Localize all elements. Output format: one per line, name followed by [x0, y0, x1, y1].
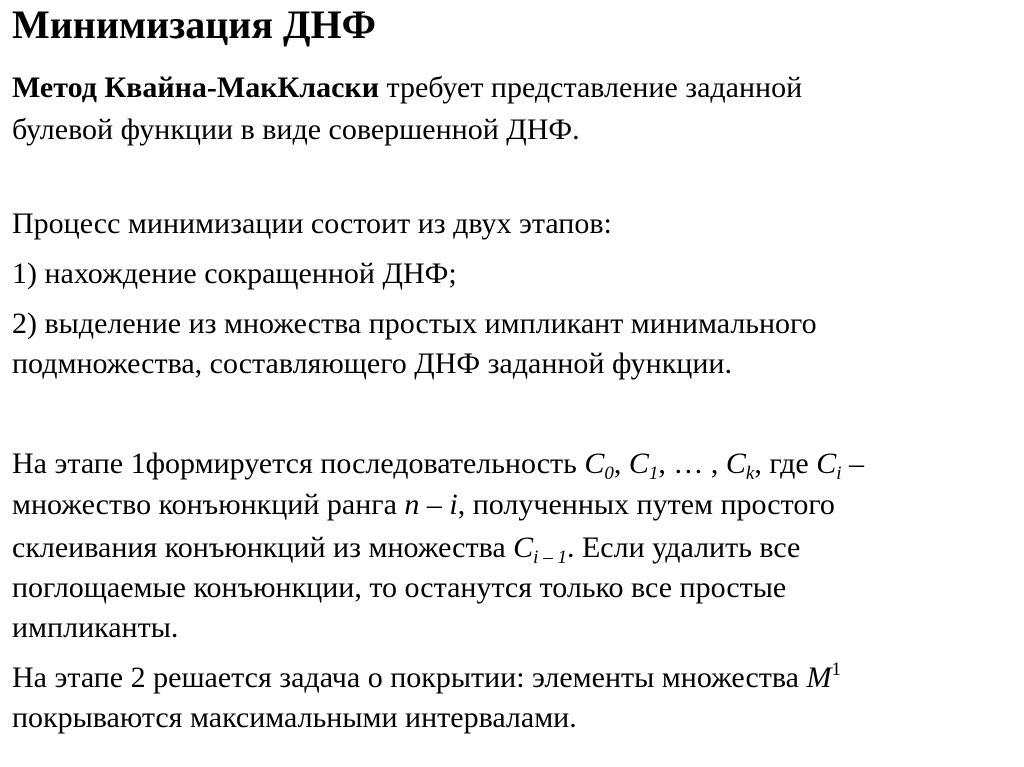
set-c1: $C_1$	[628, 447, 659, 484]
process-step-2-line-2: подмножества, составляющего ДНФ заданной функции.	[12, 347, 732, 380]
stage1-line-5: импликанты.	[12, 611, 179, 644]
dash: –	[841, 447, 865, 480]
stage2-line-2: покрываются максимальными интервалами.	[12, 701, 577, 734]
set-m: M	[806, 661, 832, 694]
slide-title: Минимизация ДНФ	[12, 2, 376, 47]
remove-text: . Если удалить все	[566, 531, 801, 564]
var-n: n	[404, 488, 420, 521]
process-heading: Процесс минимизации состоит из двух этапов:	[12, 207, 612, 240]
var-i: i	[449, 488, 458, 521]
method-intro-line-2: булевой функции в виде совершенной ДНФ.	[12, 113, 580, 146]
rank-text: множество конъюнкций ранга	[12, 488, 405, 521]
ellipsis: , … ,	[658, 447, 726, 480]
set-ck: $C_k$	[725, 447, 755, 484]
set-ci: $C_i$	[816, 447, 842, 484]
set-c0: $C_0$	[584, 447, 614, 484]
process-step-1: 1) нахождение сокращенной ДНФ;	[12, 257, 457, 290]
where-text: , где	[754, 447, 817, 480]
stage1-line-4: поглощаемые конъюнкции, то останутся только все простые	[12, 571, 787, 604]
stage2-text: На этапе 2 решается задача о покрытии: элементы множества	[12, 661, 807, 694]
separator: ,	[613, 447, 629, 480]
stage1-text: На этапе 1формируется последовательность	[12, 447, 585, 480]
method-intro-text: требует представление заданной	[378, 71, 803, 104]
obtained-text: , полученных путем простого	[457, 488, 835, 521]
stage1-line-3	[12, 530, 800, 566]
set-ci-minus-1: $C_{i - 1}$	[513, 531, 567, 568]
gluing-text: склеивания конъюнкций из множества	[12, 531, 514, 564]
set-m-superscript: 1	[831, 659, 841, 680]
stage1-line-2	[12, 487, 835, 523]
stage1-line-1	[12, 446, 864, 482]
method-name: Метод Квайна-МакКласки	[12, 71, 379, 104]
process-step-2-line-1: 2) выделение из множества простых импликант минимального	[12, 307, 817, 340]
method-intro-line-1	[12, 70, 802, 106]
stage2-line-1	[12, 660, 841, 696]
minus: –	[419, 488, 450, 521]
